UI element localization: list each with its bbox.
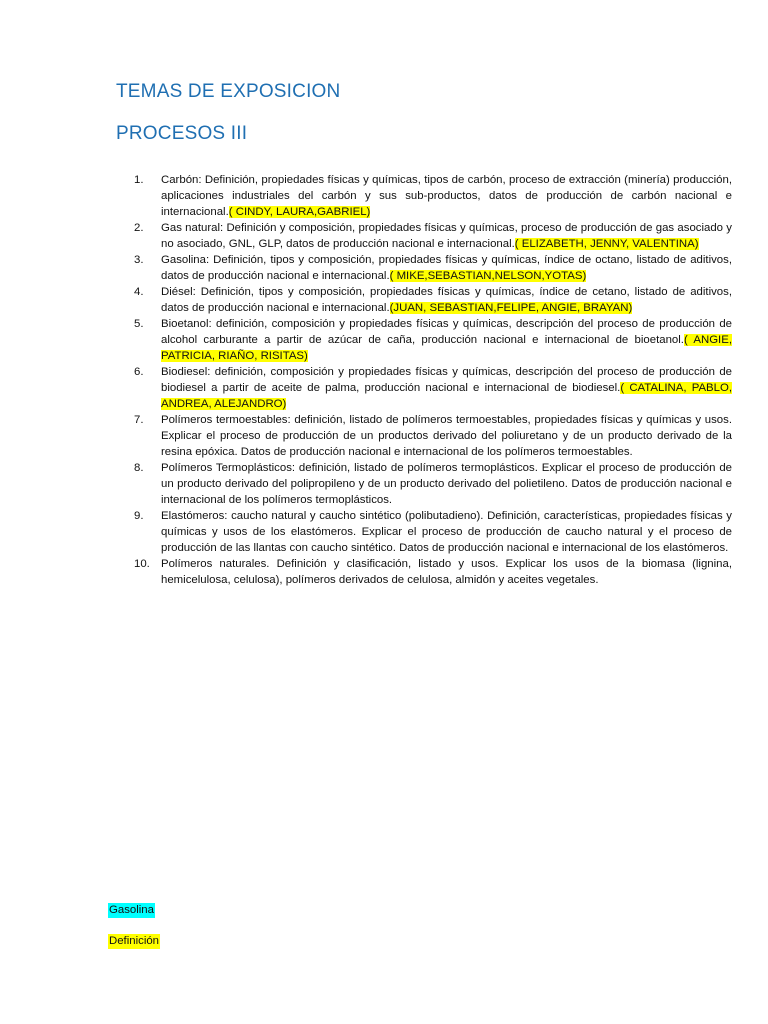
topic-number: 8. <box>134 462 144 474</box>
topic-number: 1. <box>134 174 144 186</box>
topic-item-2 <box>116 220 732 252</box>
topic-item-6 <box>116 364 732 412</box>
topic-number: 3. <box>134 254 144 266</box>
topic-item-9 <box>116 508 732 556</box>
topic-assignees: ( ANGIE, PATRICIA, RIAÑO, RISITAS) <box>161 334 732 362</box>
topic-item-8 <box>116 460 732 508</box>
topic-number: 5. <box>134 318 144 330</box>
document-subtitle: PROCESOS III <box>116 123 248 144</box>
topic-assignees: ( CINDY, LAURA,GABRIEL) <box>228 206 371 218</box>
topic-text: Carbón: Definición, propiedades físicas y químicas, tipos de carbón, proceso de extracción (minería) producción, aplicaciones industriales del carbón y sus sub-productos, datos de producción de carbón nacional e internacional. <box>161 174 732 218</box>
topic-item-3 <box>116 252 732 284</box>
topic-text: Diésel: Definición, tipos y composición, propiedades físicas y químicas, índice de cetano, listado de aditivos, datos de producción nacional e internacional. <box>161 286 732 314</box>
topic-number: 4. <box>134 286 144 298</box>
topic-assignees: ( MIKE,SEBASTIAN,NELSON,YOTAS) <box>389 270 587 282</box>
topic-number: 2. <box>134 222 144 234</box>
topic-text: Bioetanol: definición, composición y propiedades físicas y químicas, descripción del proceso de producción de alcohol carburante a partir de azúcar de caña, producción nacional e internacional de bioetanol. <box>161 318 732 346</box>
topic-item-1 <box>116 172 732 220</box>
topic-assignees: (JUAN, SEBASTIAN,FELIPE, ANGIE, BRAYAN) <box>389 302 633 314</box>
topic-text: Polímeros Termoplásticos: definición, listado de polímeros termoplásticos. Explicar el proceso de producción de un producto derivado del polipropileno y de un producto derivado del polietileno. Datos de producción nacional e internacional de los polímeros termoplásticos. <box>161 462 732 506</box>
topic-item-4 <box>116 284 732 316</box>
topic-assignees: ( CATALINA, PABLO, ANDREA, ALEJANDRO) <box>161 382 732 410</box>
topic-text: Elastómeros: caucho natural y caucho sintético (polibutadieno). Definición, características, propiedades físicas y químicas y usos de los elastómeros. Explicar el proceso de producción de caucho natural y el proceso de producción de las llantas con caucho sintético. Datos de producción nacional e internacional de los elastómeros. <box>161 510 732 554</box>
topic-list <box>116 172 732 588</box>
topic-item-10 <box>116 556 732 588</box>
topic-number: 6. <box>134 366 144 378</box>
topic-text: Gas natural: Definición y composición, propiedades físicas y químicas, proceso de producción de gas asociado y no asociado, GNL, GLP, datos de producción nacional e internacional. <box>161 222 732 250</box>
topic-text: Polímeros naturales. Definición y clasificación, listado y usos. Explicar los usos de la biomasa (lignina, hemicelulosa, celulosa), polímeros derivados de celulosa, almidón y aceites vegetales. <box>161 558 732 586</box>
highlighted-note-definicion: Definición <box>109 935 160 947</box>
highlighted-note-gasolina: Gasolina <box>109 904 154 916</box>
topic-assignees: ( ELIZABETH, JENNY, VALENTINA) <box>514 238 699 250</box>
topic-text: Biodiesel: definición, composición y propiedades físicas y químicas, descripción del proceso de producción de biodiesel a partir de aceite de palma, producción nacional e internacional de biodiesel. <box>161 366 732 394</box>
topic-item-5 <box>116 316 732 364</box>
topic-text: Polímeros termoestables: definición, listado de polímeros termoestables, propiedades físicas y químicas y usos. Explicar el proceso de producción de un productos derivado del poliuretano y de un producto derivado de la resina epóxica. Datos de producción nacional e internacional de los polímeros termoestables. <box>161 414 732 458</box>
document-title: TEMAS DE EXPOSICION <box>116 81 341 102</box>
topic-text: Gasolina: Definición, tipos y composición, propiedades físicas y químicas, índice de octano, listado de aditivos, datos de producción nacional e internacional. <box>161 254 732 282</box>
topic-item-7 <box>116 412 732 460</box>
topic-number: 10. <box>134 558 150 570</box>
topic-number: 7. <box>134 414 144 426</box>
topic-number: 9. <box>134 510 144 522</box>
